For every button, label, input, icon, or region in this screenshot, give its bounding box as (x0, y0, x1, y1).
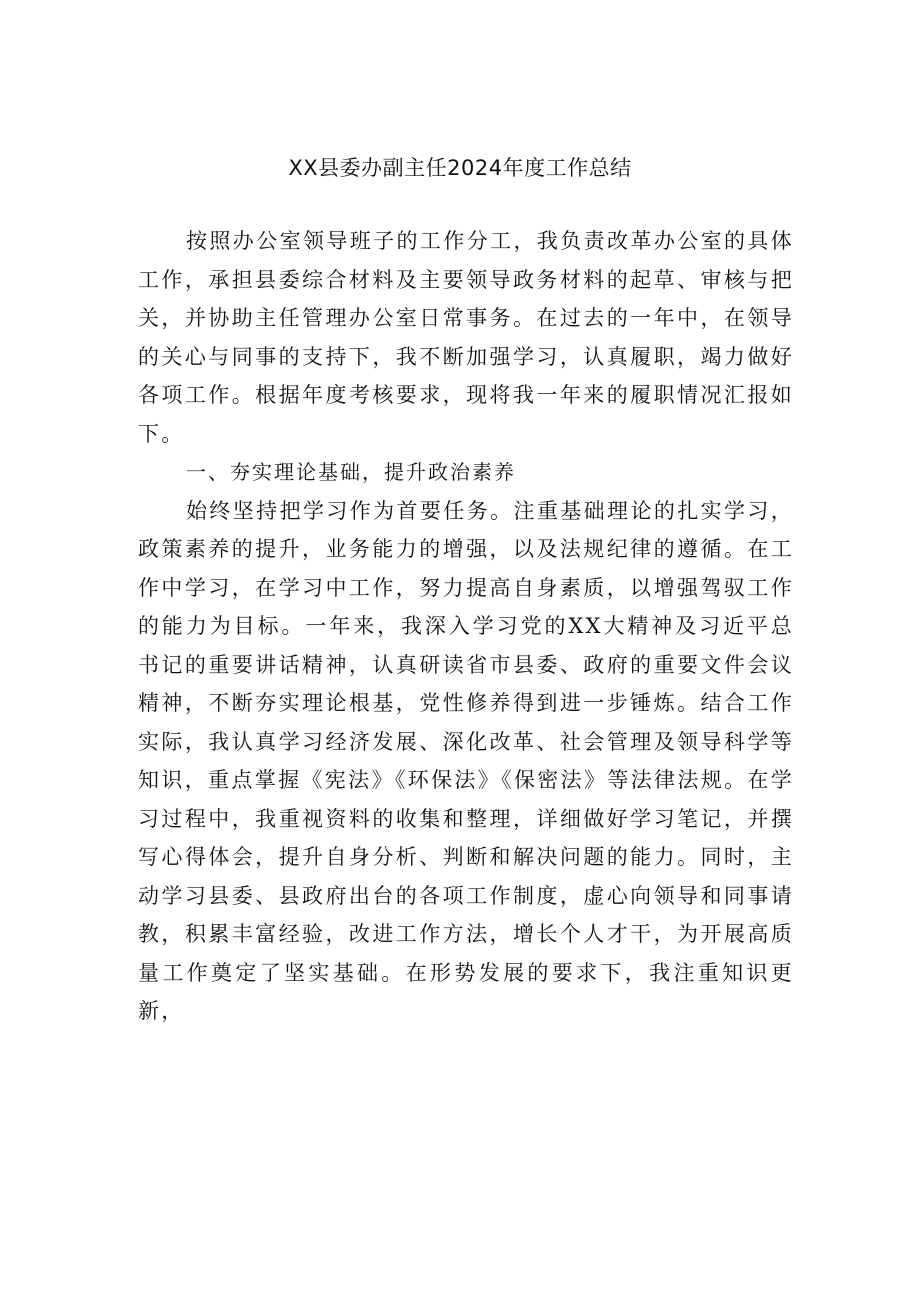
intro-paragraph: 按照办公室领导班子的工作分工，我负责改革办公室的具体工作，承担县委综合材料及主要领导政务材料的起草、审核与把关，并协助主任管理办公室日常事务。在过去的一年中，在领导的关心与同事的支持下，我不断加强学习，认真履职，竭力做好各项工作。根据年度考核要求，现将我一年来的履职情况汇报如下。 (138, 229, 794, 446)
section-heading-1: 一、夯实理论基础，提升政治素养 (186, 460, 516, 484)
section-1-paragraph: 始终坚持把学习作为首要任务。注重基础理论的扎实学习，政策素养的提升，业务能力的增强，以及法规纪律的遵循。在工作中学习，在学习中工作，努力提高自身素质，以增强驾驭工作的能力为目标。一年来，我深入学习党的XX大精神及习近平总书记的重要讲话精神，认真研读省市县委、政府的重要文件会议精神，不断夯实理论根基，党性修养得到进一步锤炼。结合工作实际，我认真学习经济发展、深化改革、社会管理及领导科学等知识，重点掌握《宪法》《环保法》《保密法》等法律法规。在学习过程中，我重视资料的收集和整理，详细做好学习笔记，并撰写心得体会，提升自身分析、判断和解决问题的能力。同时，主动学习县委、县政府出台的各项工作制度，虚心向领导和同事请教，积累丰富经验，改进工作方法，增长个人才干，为开展高质量工作奠定了坚实基础。在形势发展的要求下，我注重知识更新， (138, 498, 794, 1023)
document-body (138, 222, 794, 1031)
document-title: XX县委办副主任2024年度工作总结 (288, 156, 632, 180)
